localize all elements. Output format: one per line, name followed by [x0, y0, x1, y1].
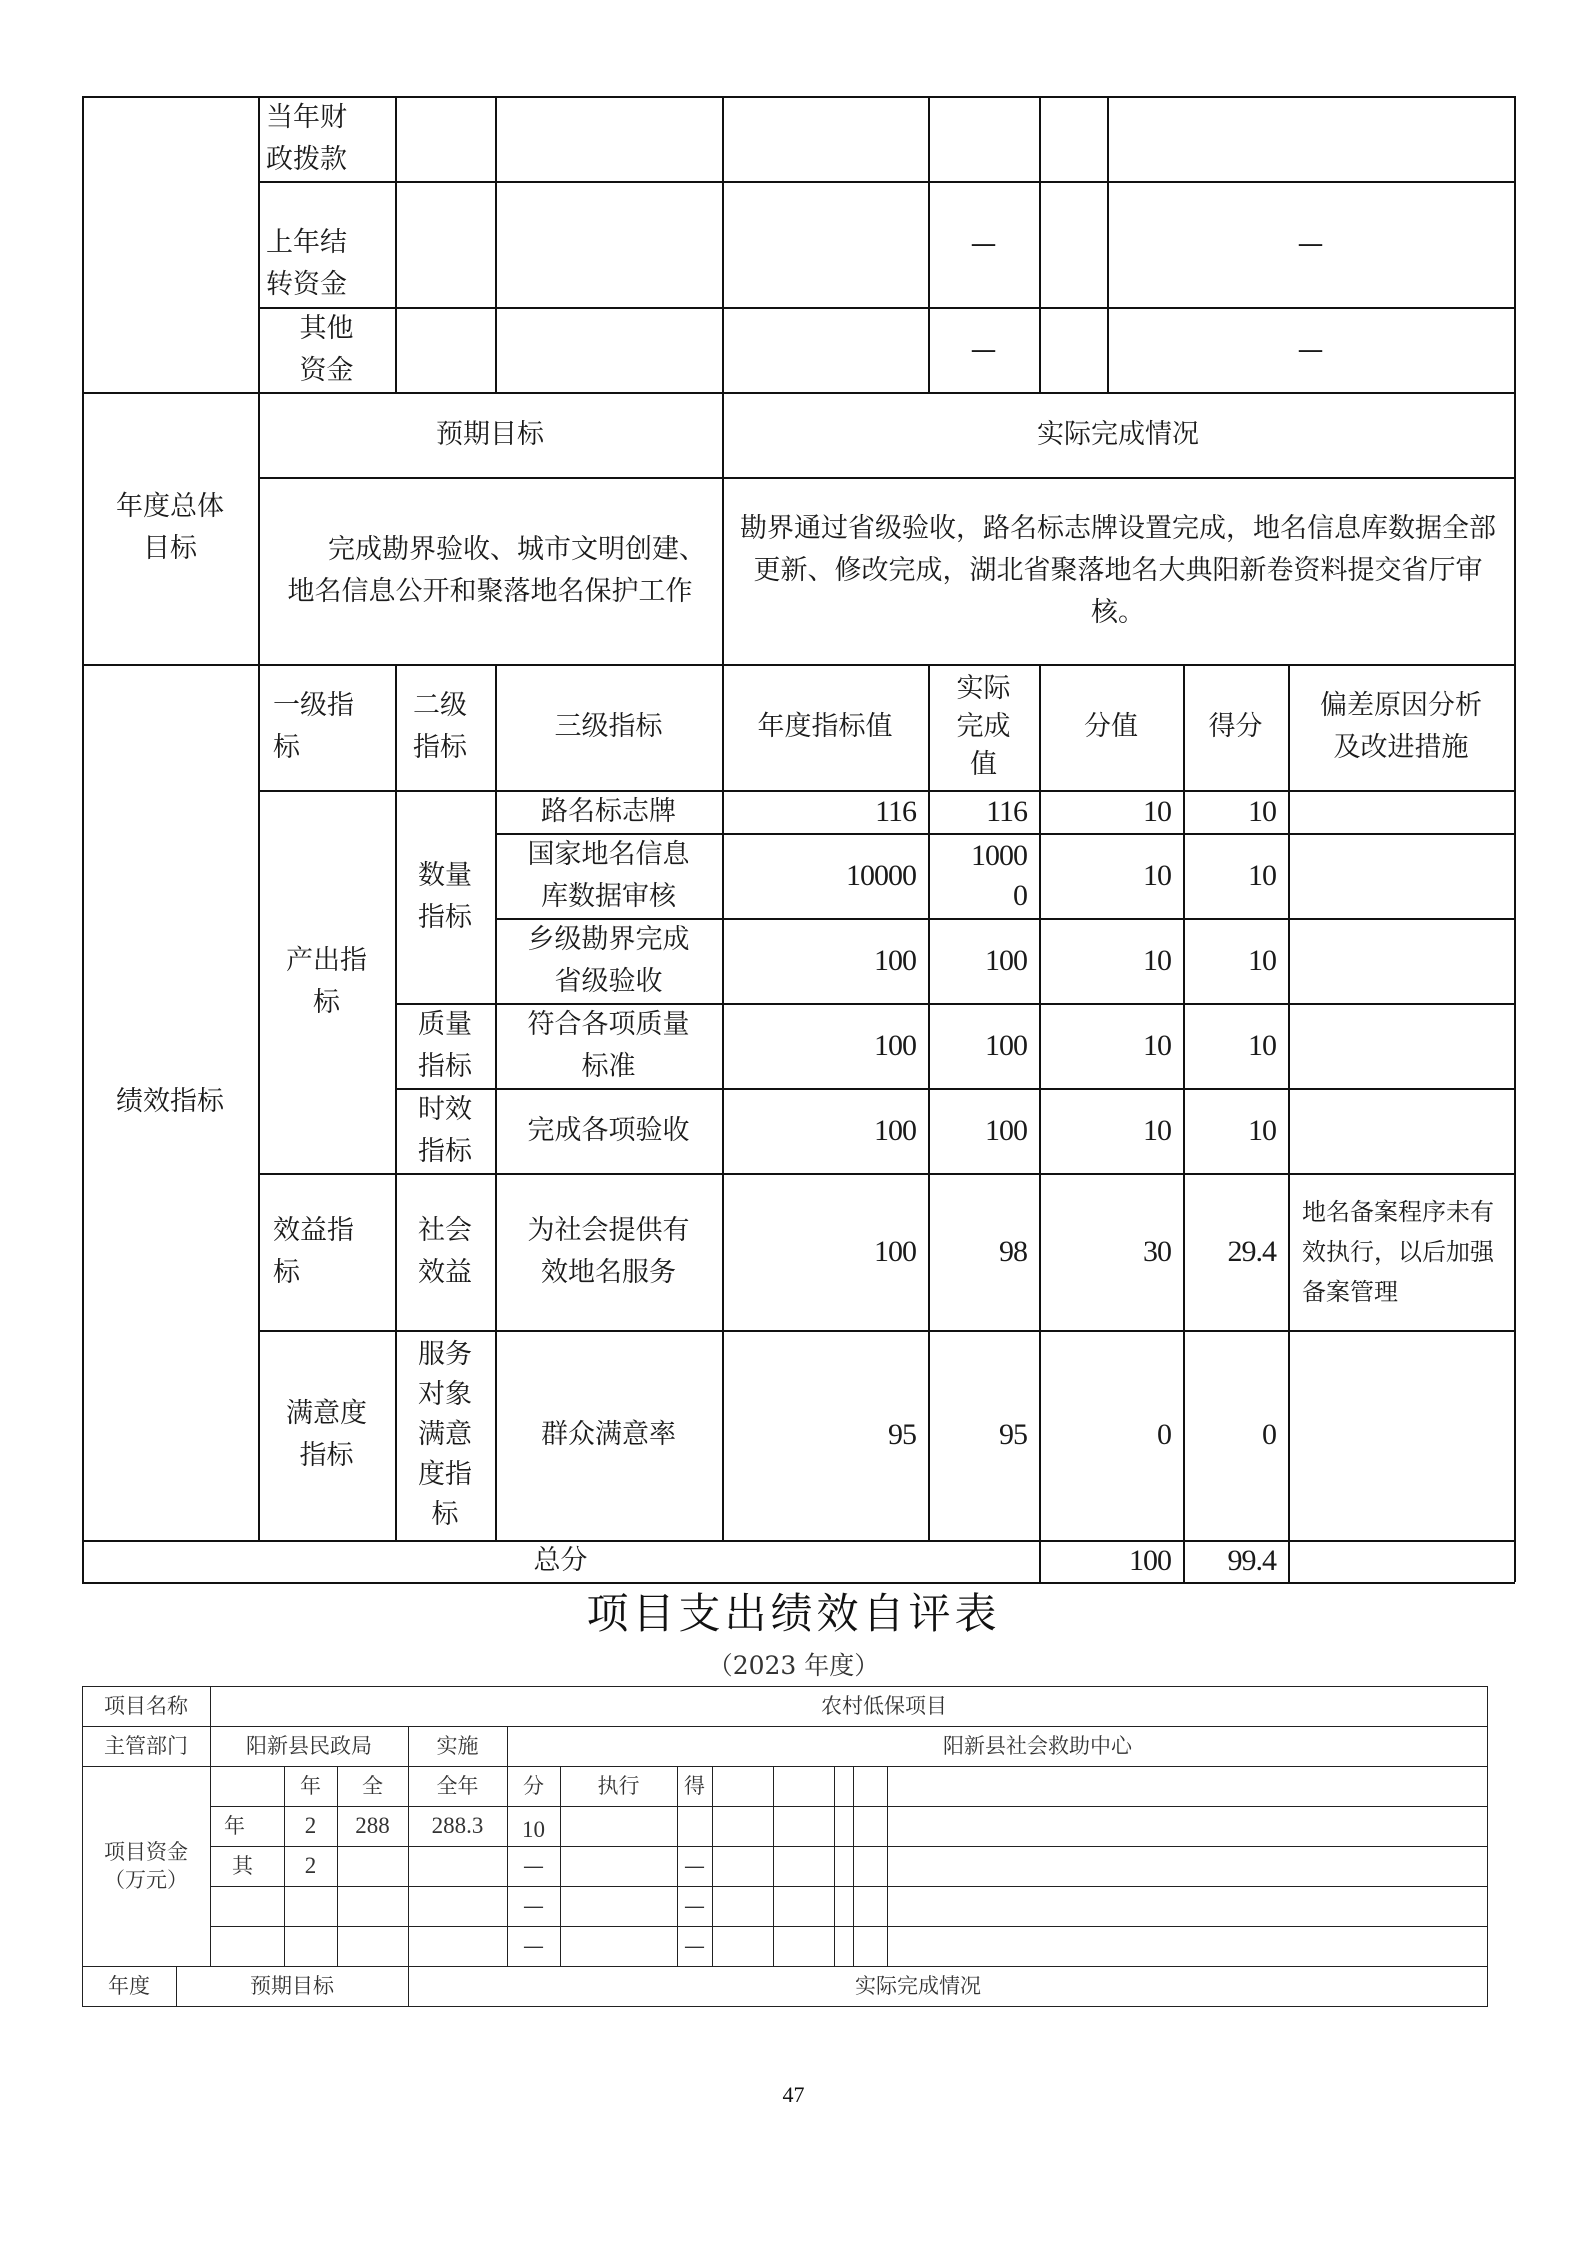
funds-cell: 10 [522, 1817, 545, 1842]
header-score: 得分 [1208, 711, 1263, 742]
funds-header-cell: 全 [362, 1774, 383, 1798]
expected-goal-text: 完成勘界验收、城市文明创建、地名信息公开和聚落地名保护工作 [287, 533, 706, 607]
goal-label: 年度 [108, 1974, 150, 1998]
actual-value: 95 [999, 1418, 1027, 1451]
score-value: 29.4 [1227, 1234, 1276, 1268]
target-value: 10000 [846, 858, 916, 892]
funds-cell [677, 1806, 712, 1846]
funds-cell: 年 [224, 1814, 245, 1838]
goal-actual-header: 实际完成情况 [855, 1974, 981, 1998]
level1-benefit: 效益指 标 [273, 1214, 354, 1288]
reason-text [1288, 1330, 1514, 1540]
indicator-name: 国家地名信息 库数据审核 [527, 838, 690, 912]
total-score: 99.4 [1227, 1544, 1276, 1577]
actual-value: 100 [985, 1028, 1027, 1062]
actual-result-header: 实际完成情况 [1037, 418, 1199, 450]
funding-cell: — [970, 334, 997, 365]
level2-timeliness: 时效 指标 [418, 1093, 472, 1167]
form-subtitle: （2023 年度） [707, 1651, 880, 1680]
funds-cell [560, 1926, 677, 1966]
funding-cell [1107, 96, 1514, 181]
funding-label-current: 当年财 政拨款 [266, 101, 347, 175]
indicator-name: 为社会提供有 效地名服务 [527, 1214, 690, 1288]
funds-cell [560, 1806, 677, 1846]
weight-value: 10 [1143, 858, 1171, 892]
score-value: 0 [1262, 1418, 1276, 1451]
target-value: 100 [874, 1234, 916, 1268]
level2-quantity: 数量 指标 [418, 859, 472, 933]
funds-cell: 2 [304, 1853, 317, 1878]
form-title: 项目支出绩效自评表 [586, 1589, 1001, 1638]
total-reason [1288, 1540, 1514, 1582]
funds-cell: 288 [355, 1813, 390, 1838]
funds-header-cell [210, 1766, 284, 1806]
level2-quality: 质量 指标 [418, 1008, 472, 1082]
funds-cell [408, 1846, 507, 1886]
total-label: 总分 [533, 1545, 588, 1576]
funds-header-cell: 得 [684, 1774, 705, 1798]
score-value: 10 [1248, 1028, 1276, 1062]
actual-value: 1000 0 [971, 838, 1027, 912]
header-level3: 三级指标 [554, 711, 663, 742]
actual-result-text: 勘界通过省级验收，路名标志牌设置完成，地名信息库数据全部更新、修改完成，湖北省聚落地名大典阳新卷资料提交省厅审核。 [740, 512, 1496, 628]
funding-label-other: 其他 资金 [299, 312, 354, 386]
indicator-name: 符合各项质量 标准 [527, 1008, 690, 1082]
actual-value: 116 [986, 794, 1027, 828]
expected-goal-header: 预期目标 [436, 418, 544, 450]
funds-cell [284, 1926, 337, 1966]
level2-social-benefit: 社会 效益 [418, 1214, 472, 1288]
funds-cell [560, 1886, 677, 1926]
score-value: 10 [1248, 943, 1276, 977]
performance-indicators-label: 绩效指标 [116, 1086, 224, 1117]
funding-cell [928, 96, 1039, 181]
score-value: 10 [1248, 1113, 1276, 1147]
weight-value: 10 [1143, 1113, 1171, 1147]
indicator-name: 路名标志牌 [541, 795, 676, 827]
funds-cell: 其 [232, 1854, 253, 1878]
impl-label: 实施 [436, 1734, 479, 1758]
actual-value: 98 [999, 1234, 1027, 1268]
weight-value: 10 [1143, 943, 1171, 977]
level2-service-satisfaction: 服务 对象 满意 度指 标 [418, 1339, 472, 1530]
funds-cell [210, 1926, 284, 1966]
dept-label: 主管部门 [104, 1734, 188, 1758]
funds-cell: — [684, 1854, 705, 1878]
funds-cell: — [523, 1934, 544, 1958]
impl-unit-value: 阳新县社会救助中心 [943, 1734, 1132, 1758]
indicator-name: 乡级勘界完成 省级验收 [527, 923, 690, 997]
weight-value: 0 [1157, 1418, 1171, 1451]
funds-cell: 2 [304, 1813, 317, 1838]
target-value: 100 [874, 1028, 916, 1062]
indicator-name: 群众满意率 [541, 1419, 676, 1450]
funds-cell [408, 1886, 507, 1926]
funds-cell [337, 1886, 408, 1926]
funds-header-cell: 全年 [436, 1774, 479, 1798]
total-weight: 100 [1129, 1544, 1171, 1577]
funds-cell: 288.3 [431, 1813, 484, 1838]
project-name-value: 农村低保项目 [821, 1694, 947, 1718]
level1-output: 产出指 标 [286, 944, 367, 1018]
funds-header-cell: 年 [300, 1774, 321, 1798]
score-value: 10 [1248, 858, 1276, 892]
goal-expected-header: 预期目标 [250, 1974, 334, 1998]
header-reason: 偏差原因分析 及改进措施 [1320, 690, 1482, 763]
weight-value: 10 [1143, 1028, 1171, 1062]
annual-goal-label: 年度总体 目标 [116, 491, 224, 564]
score-value: 10 [1248, 794, 1276, 828]
header-target: 年度指标值 [757, 711, 893, 742]
actual-value: 100 [985, 943, 1027, 977]
funds-cell [284, 1886, 337, 1926]
weight-value: 30 [1143, 1234, 1171, 1268]
header-level1: 一级指 标 [273, 690, 354, 763]
funds-cell: — [523, 1854, 544, 1878]
header-actual: 实际 完成 值 [956, 673, 1011, 780]
funds-cell [408, 1926, 507, 1966]
header-weight: 分值 [1084, 711, 1138, 742]
reason-text [1288, 1003, 1514, 1088]
funding-cell: — [970, 229, 997, 259]
actual-value: 100 [985, 1113, 1027, 1147]
reason-text [1288, 833, 1514, 918]
dept-value: 阳新县民政局 [246, 1734, 372, 1758]
funds-header-cell: 执行 [597, 1774, 640, 1798]
reason-text [1288, 918, 1514, 1003]
funds-label: 项目资金 （万元） [104, 1840, 188, 1892]
reason-text: 地名备案程序未有效执行，以后加强备案管理 [1302, 1197, 1494, 1306]
page-number: 47 [782, 2082, 805, 2107]
target-value: 100 [874, 1113, 916, 1147]
indicator-name: 完成各项验收 [527, 1114, 690, 1146]
funds-cell [210, 1886, 284, 1926]
reason-text [1288, 790, 1514, 833]
funds-cell [337, 1926, 408, 1966]
level1-satisfaction: 满意度 指标 [286, 1398, 367, 1471]
target-value: 116 [875, 794, 916, 828]
funds-header-cell: 分 [523, 1774, 544, 1798]
funds-cell: — [523, 1894, 544, 1918]
target-value: 95 [888, 1418, 916, 1451]
funding-cell: — [1297, 229, 1324, 259]
target-value: 100 [874, 943, 916, 977]
reason-text [1288, 1088, 1514, 1173]
project-name-label: 项目名称 [104, 1694, 188, 1718]
funds-cell [560, 1846, 677, 1886]
weight-value: 10 [1143, 794, 1171, 828]
funds-cell: — [684, 1894, 705, 1918]
funds-cell: — [684, 1934, 705, 1958]
funding-label-carryover: 上年结 转资金 [266, 227, 347, 300]
funding-cell: — [1297, 334, 1324, 365]
header-level2: 二级 指标 [413, 690, 467, 763]
funds-cell [337, 1846, 408, 1886]
